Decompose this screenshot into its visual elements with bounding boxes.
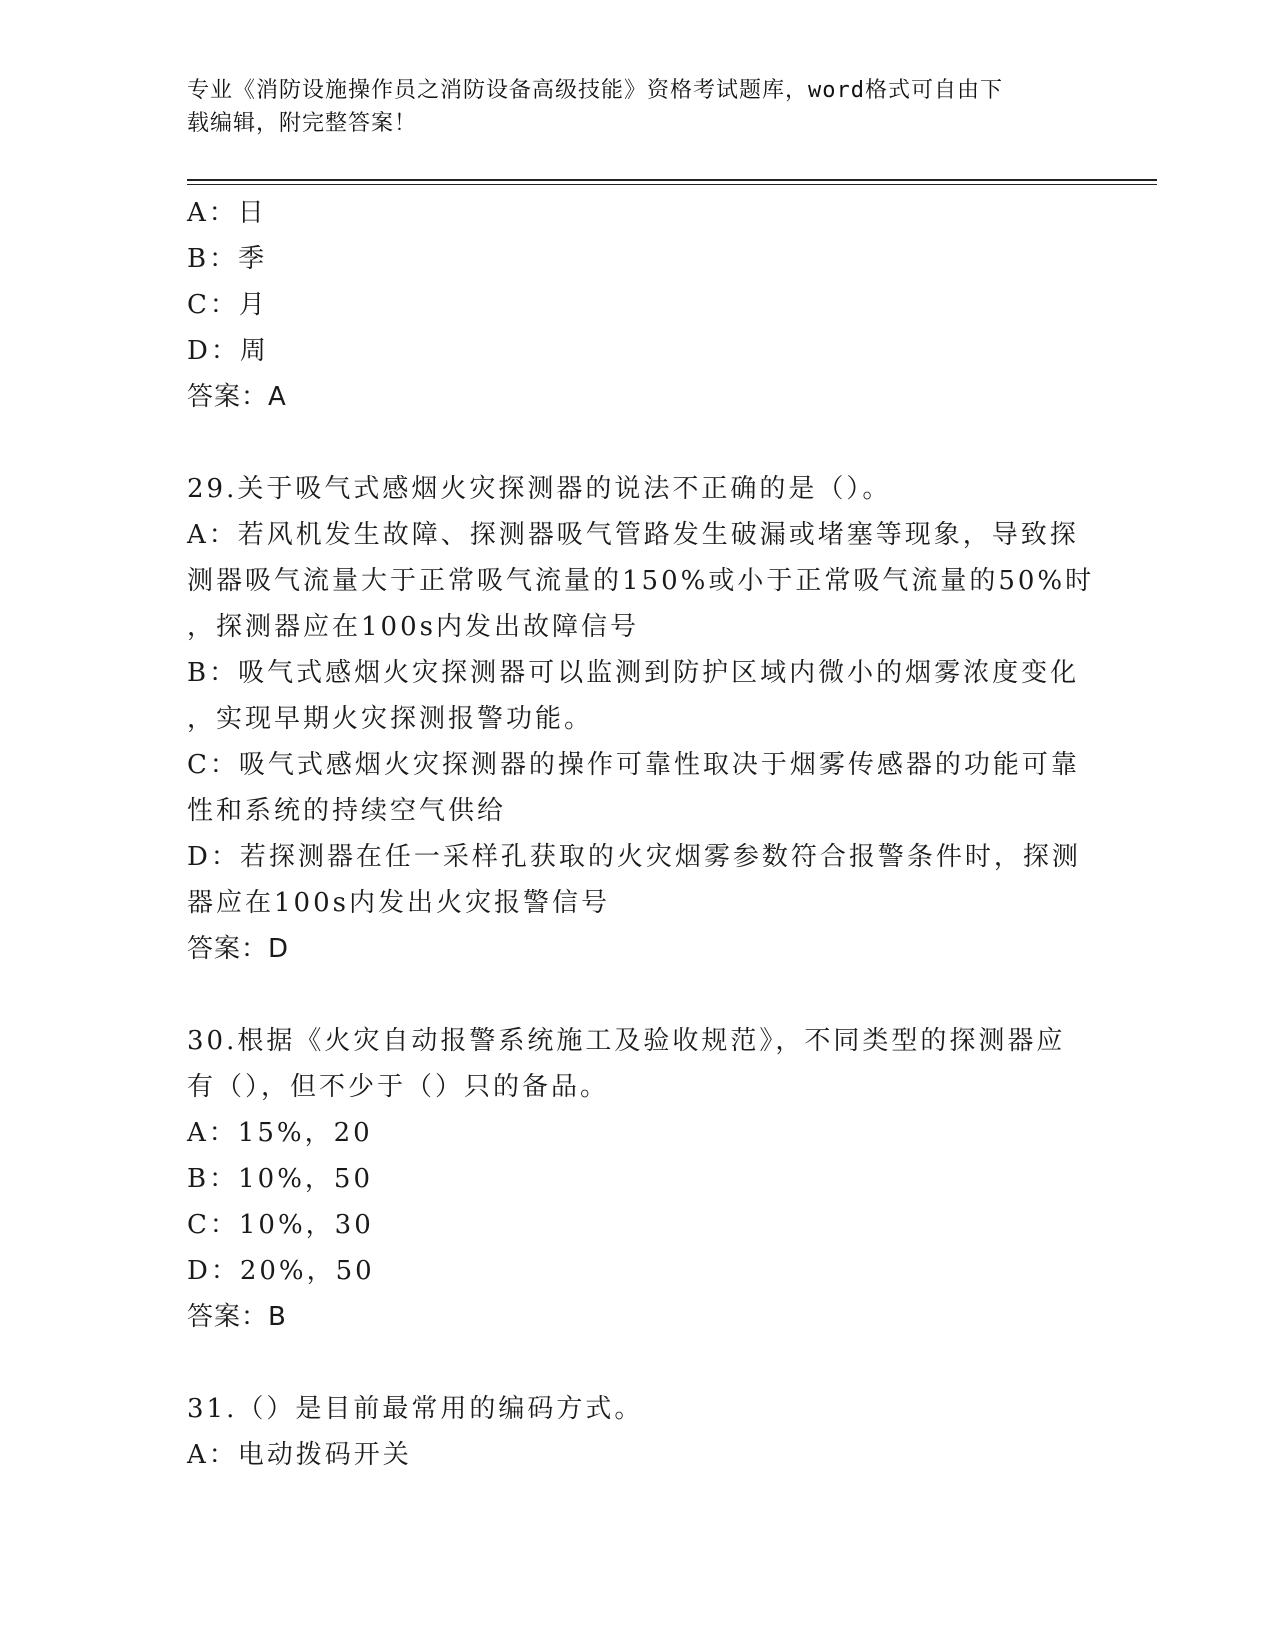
option-d: D：20%，50 — [187, 1256, 375, 1286]
question-28 — [187, 190, 1087, 420]
spacer — [187, 1340, 1087, 1386]
option-b: B：季 — [187, 244, 268, 274]
question-text-line-2: 有（），但不少于（）只的备品。 — [187, 1072, 610, 1102]
option-d: D：周 — [187, 336, 269, 366]
spacer — [187, 972, 1087, 1018]
option-b-line-1: B：吸气式感烟火灾探测器可以监测到防护区域内微小的烟雾浓度变化 — [187, 658, 1080, 688]
option-a: A：15%，20 — [187, 1118, 373, 1148]
question-content — [187, 190, 1095, 1478]
header-divider — [187, 179, 1157, 185]
spacer — [187, 420, 1087, 466]
option-b: B：10%，50 — [187, 1164, 373, 1194]
question-31 — [187, 1386, 1087, 1478]
question-text: 29.关于吸气式感烟火灾探测器的说法不正确的是（）。 — [187, 474, 892, 504]
option-a-line-2: 测器吸气流量大于正常吸气流量的150%或小于正常吸气流量的50%时 — [187, 566, 1095, 596]
question-29 — [187, 466, 1095, 972]
question-30 — [187, 1018, 1087, 1340]
header-line-1: 专业《消防设施操作员之消防设备高级技能》资格考试题库，word格式可自由下 — [187, 78, 1003, 103]
option-c: C：10%，30 — [187, 1210, 374, 1240]
answer: 答案：A — [187, 382, 287, 412]
option-a: A：日 — [187, 198, 267, 228]
option-c: C：月 — [187, 290, 268, 320]
answer: 答案：B — [187, 1302, 287, 1332]
question-text-line-1: 30.根据《火灾自动报警系统施工及验收规范》，不同类型的探测器应 — [187, 1026, 1066, 1056]
option-c-line-1: C：吸气式感烟火灾探测器的操作可靠性取决于烟雾传感器的功能可靠 — [187, 750, 1080, 780]
answer: 答案：D — [187, 934, 290, 964]
question-text: 31.（）是目前最常用的编码方式。 — [187, 1394, 644, 1424]
option-a: A：电动拨码开关 — [187, 1440, 412, 1470]
option-d-line-1: D：若探测器在任一采样孔获取的火灾烟雾参数符合报警条件时，探测 — [187, 842, 1081, 872]
option-a-line-1: A：若风机发生故障、探测器吸气管路发生破漏或堵塞等现象，导致探 — [187, 520, 1079, 550]
page-header — [187, 74, 1067, 140]
option-d-line-2: 器应在100s内发出火灾报警信号 — [187, 888, 610, 918]
header-line-2: 载编辑，附完整答案！ — [187, 111, 418, 136]
option-a-line-3: ，探测器应在100s内发出故障信号 — [187, 612, 639, 642]
option-b-line-2: ，实现早期火灾探测报警功能。 — [187, 704, 594, 734]
option-c-line-2: 性和系统的持续空气供给 — [187, 796, 507, 826]
